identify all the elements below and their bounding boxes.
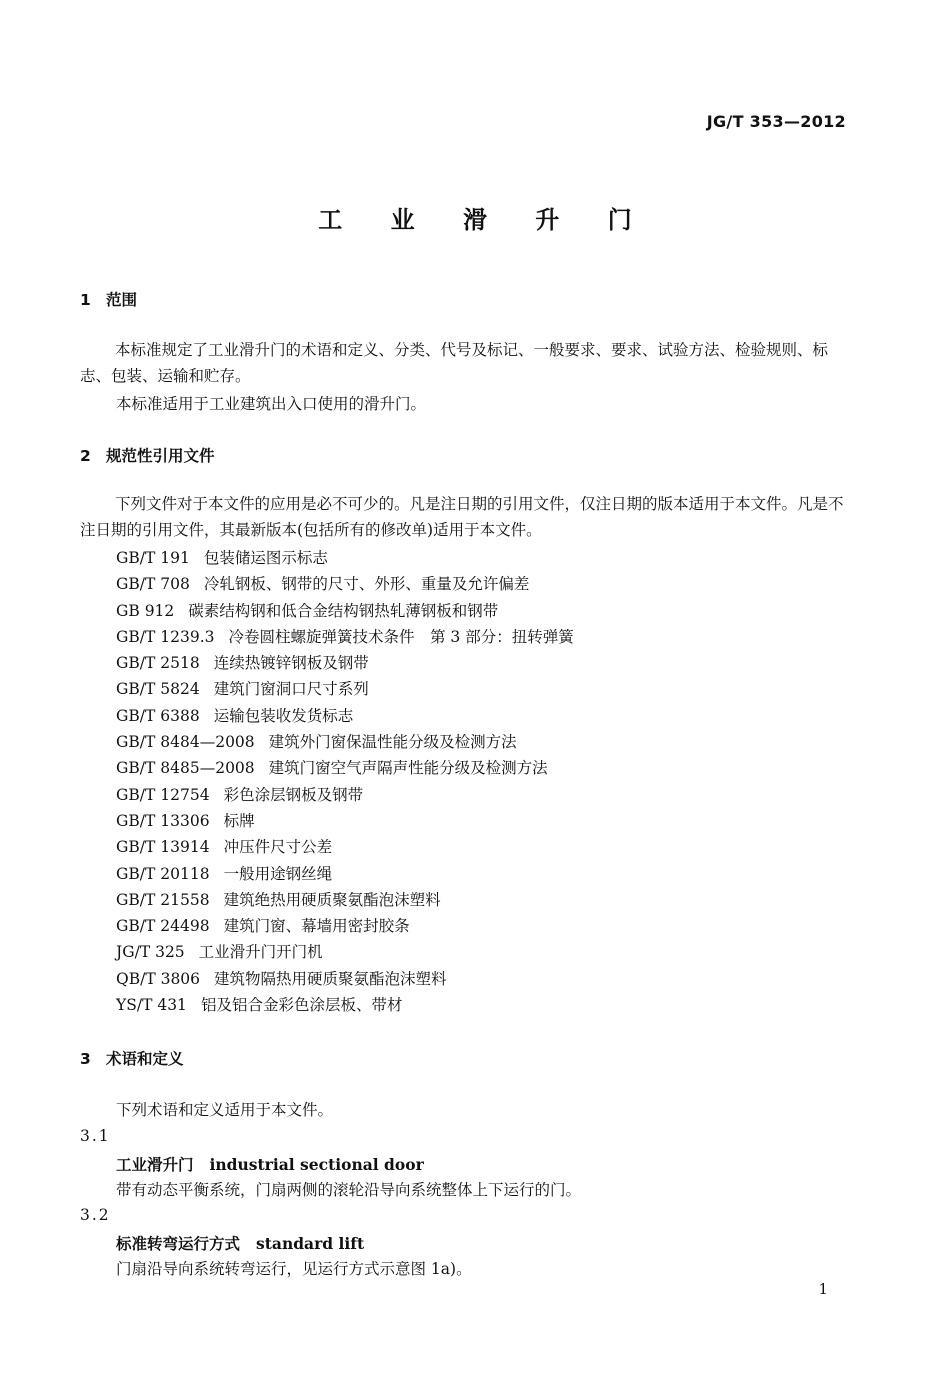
reference-title: 冲压件尺寸公差 (223, 838, 333, 857)
reference-item (116, 808, 574, 834)
reference-code: GB 912 (116, 601, 175, 620)
reference-code: GB/T 8484—2008 (116, 733, 255, 752)
term-title (116, 1232, 364, 1254)
reference-item (116, 571, 574, 597)
reference-title: 建筑外门窗保温性能分级及检测方法 (268, 733, 517, 752)
reference-item (116, 729, 574, 755)
reference-code: GB/T 21558 (116, 890, 210, 909)
term-definition: 带有动态平衡系统，门扇两侧的滚轮沿导向系统整体上下运行的门。 (116, 1181, 582, 1199)
reference-title: 冷卷圆柱螺旋弹簧技术条件 第 3 部分：扭转弹簧 (228, 627, 574, 646)
reference-title: 连续热镀锌钢板及钢带 (213, 654, 369, 673)
reference-title: 冷轧钢板、钢带的尺寸、外形、重量及允许偏差 (203, 575, 530, 594)
reference-code: GB/T 13914 (116, 838, 210, 857)
term-definition: 门扇沿导向系统转弯运行，见运行方式示意图 1a)。 (116, 1260, 472, 1278)
section-1-applicability-paragraph: 本标准适用于工业建筑出入口使用的滑升门。 (116, 395, 427, 413)
reference-title: 建筑物隔热用硬质聚氨酯泡沫塑料 (214, 969, 447, 988)
reference-title: 标牌 (223, 811, 255, 830)
reference-code: GB/T 5824 (116, 680, 200, 699)
reference-item (116, 992, 574, 1018)
term-english: industrial sectional door (209, 1155, 424, 1174)
reference-code: GB/T 20118 (116, 864, 210, 883)
section-3-title: 术语和定义 (106, 1050, 184, 1068)
reference-title: 运输包装收发货标志 (213, 706, 354, 725)
reference-item (116, 598, 574, 624)
section-2-intro-paragraph: 下列文件对于本文件的应用是必不可少的。凡是注日期的引用文件，仅注日期的版本适用于本文件。凡是不注日期的引用文件，其最新版本(包括所有的修改单)适用于本文件。 (80, 495, 844, 539)
reference-code: GB/T 6388 (116, 706, 200, 725)
reference-item (116, 966, 574, 992)
section-1-heading (80, 288, 137, 310)
document-title: 工 业 滑 升 门 (318, 206, 652, 234)
reference-title: 铝及铝合金彩色涂层板、带材 (200, 996, 403, 1015)
reference-item (116, 782, 574, 808)
section-2-heading (80, 444, 215, 466)
term-chinese: 工业滑升门 (116, 1155, 194, 1174)
section-1-scope-paragraph: 本标准规定了工业滑升门的术语和定义、分类、代号及标记、一般要求、要求、试验方法、检验规则、标志、包装、运输和贮存。 (80, 341, 829, 385)
reference-item (116, 939, 574, 965)
standard-code: JG/T 353—2012 (706, 112, 846, 131)
reference-code: YS/T 431 (116, 996, 187, 1015)
normative-references-list (116, 545, 574, 1018)
reference-title: 包装储运图示标志 (203, 549, 328, 567)
section-3-heading (80, 1047, 184, 1069)
reference-code: GB/T 2518 (116, 654, 200, 673)
section-2-title: 规范性引用文件 (106, 447, 215, 465)
reference-item (116, 703, 574, 729)
reference-title: 碳素结构钢和低合金结构钢热轧薄钢板和钢带 (188, 601, 499, 620)
term-title (116, 1153, 424, 1175)
reference-item (116, 861, 574, 887)
reference-item (116, 650, 574, 676)
reference-title: 彩色涂层钢板及钢带 (223, 785, 364, 804)
section-3-intro-paragraph: 下列术语和定义适用于本文件。 (116, 1101, 334, 1119)
reference-item (116, 676, 574, 702)
reference-code: GB/T 8485—2008 (116, 759, 255, 778)
reference-code: GB/T 191 (116, 549, 190, 567)
reference-code: GB/T 24498 (116, 917, 210, 936)
reference-code: QB/T 3806 (116, 969, 201, 988)
reference-title: 建筑门窗、幕墙用密封胶条 (223, 917, 410, 936)
reference-code: GB/T 1239.3 (116, 627, 215, 646)
reference-code: GB/T 13306 (116, 811, 210, 830)
page-number: 1 (818, 1280, 828, 1298)
reference-item (116, 834, 574, 860)
reference-title: 一般用途钢丝绳 (223, 864, 333, 883)
reference-item (116, 887, 574, 913)
term-chinese: 标准转弯运行方式 (116, 1234, 241, 1253)
section-2-number: 2 (80, 447, 91, 465)
term-number: 3.1 (80, 1127, 111, 1145)
reference-title: 建筑门窗洞口尺寸系列 (213, 680, 369, 699)
term-english: standard lift (256, 1234, 365, 1253)
reference-title: 建筑绝热用硬质聚氨酯泡沫塑料 (223, 890, 441, 909)
section-3-number: 3 (80, 1050, 91, 1068)
term-number: 3.2 (80, 1206, 111, 1224)
reference-code: JG/T 325 (116, 943, 185, 962)
reference-title: 工业滑升门开门机 (198, 943, 323, 962)
reference-item (116, 545, 574, 571)
reference-title: 建筑门窗空气声隔声性能分级及检测方法 (268, 759, 548, 778)
section-1-title: 范围 (106, 291, 138, 309)
reference-item (116, 913, 574, 939)
section-1-number: 1 (80, 291, 91, 309)
reference-item (116, 624, 574, 650)
reference-code: GB/T 12754 (116, 785, 210, 804)
reference-item (116, 755, 574, 781)
reference-code: GB/T 708 (116, 575, 190, 594)
